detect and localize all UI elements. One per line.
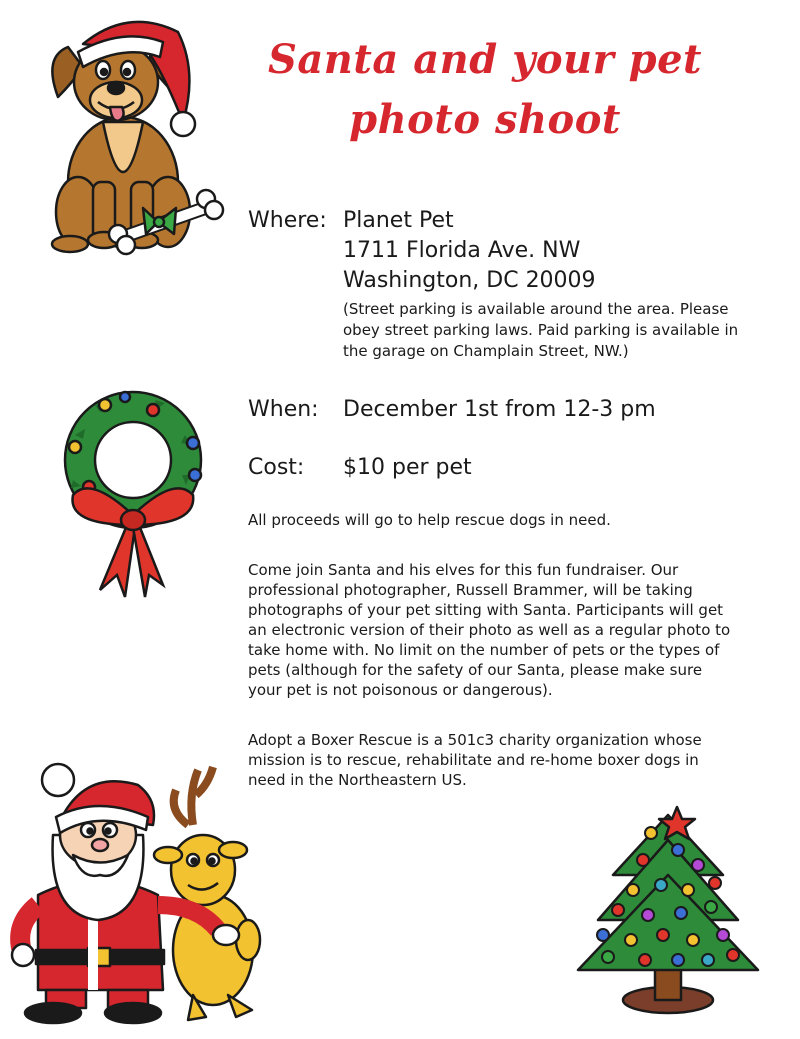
proceeds-text: All proceeds will go to help rescue dogs in need. [248,511,611,529]
page-title [230,30,740,150]
title-line-1: Santa and your pet [268,36,702,83]
when-label: When: [248,397,319,422]
cost-label: Cost: [248,455,305,480]
about-text: Adopt a Boxer Rescue is a 501c3 charity organization whose mission is to rescue, rehabilitate and re-home boxer dogs in need in the Northeastern US. [248,731,702,789]
title-line-2: photo shoot [349,96,621,143]
where-address [343,207,596,295]
cost-value: $10 per pet [343,455,472,480]
parking-note: (Street parking is available around the area. Please obey street parking laws. Paid parking is available in the garage on Champlain Street, NW.) [343,300,739,360]
city-state-zip: Washington, DC 20009 [343,268,596,293]
venue-name: Planet Pet [343,208,454,233]
wreath-icon [45,375,225,605]
santa-reindeer-icon [8,755,268,1025]
when-value: December 1st from 12-3 pm [343,397,656,422]
description-text: Come join Santa and his elves for this fun fundraiser. Our professional photographer, Russell Brammer, will be taking photographs of your pet sitting with Santa. Participants will get an electronic version of their photo as well as a regular photo to take home with. No limit on the number of pets or the types of pets (although for the safety of our Santa, please make sure your pet is not poisonous or dangerous). [248,561,731,699]
street-address: 1711 Florida Ave. NW [343,238,581,263]
christmas-tree-icon [573,795,763,1020]
dog-santa-hat-icon [38,12,228,267]
where-label: Where: [248,208,327,233]
